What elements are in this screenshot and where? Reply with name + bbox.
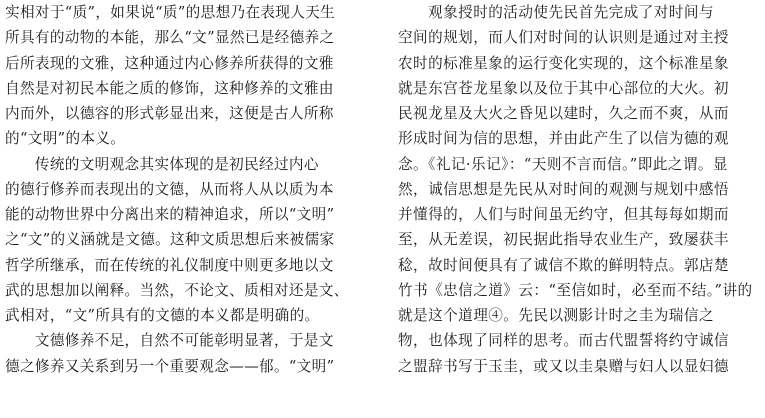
text-line: 念。《礼记·乐记》：“天则不言而信。”即此之谓。显 <box>398 155 728 173</box>
text-line: 实相对于“质”，如果说“质”的思想乃在表现人天生 <box>5 4 336 21</box>
text-line: 能的动物世界中分离出来的精神追求，所以“文明” <box>5 206 335 223</box>
text-line: 就是东宫苍龙星象以及位于其中心部位的大火。初 <box>398 79 729 97</box>
text-line: 稔，故时间便具有了诚信不欺的鲜明特点。郭店楚 <box>398 256 729 274</box>
text-line: 并懂得的，人们与时间虽无约守，但其每每如期而 <box>398 206 729 223</box>
text-line: 空间的规划，而人们对时间的认识则是通过对主授 <box>398 29 729 47</box>
text-line: 就是这个道理④。先民以测影计时之圭为瑞信之 <box>398 307 714 324</box>
text-line: 竹书《忠信之道》云：“至信如时，必至而不结。”讲的 <box>398 281 753 299</box>
text-line: 传统的文明观念其实体现的是初民经过内心 <box>5 155 319 173</box>
text-line: 武相对，“文”所具有的文德的本义都是明确的。 <box>5 307 320 324</box>
text-line: 内而外，以德容的形式彰显出来，这便是古人所称 <box>5 105 334 122</box>
text-line: 民视龙星及大火之昏见以建时，久之而不爽，从而 <box>398 105 729 122</box>
text-line: 德之修养又关系到另一个重要观念——郁。“文明” <box>5 357 335 375</box>
text-line: 的“文明”的本义。 <box>5 130 126 148</box>
text-line: 形成时间为信的思想，并由此产生了以信为德的观 <box>398 130 729 148</box>
text-line: 所具有的动物的本能，那么“文”显然已是经德养之 <box>5 29 335 47</box>
text-line: 至，从无差误，初民据此指导农业生产，致屡获丰 <box>398 231 729 249</box>
text-line: 武的思想加以阐释。当然，不论文、质相对还是文、 <box>5 281 349 299</box>
text-line: 物，也体现了同样的思考。而古代盟誓将约守诚信 <box>398 332 729 350</box>
text-line: 然，诚信思想是先民从对时间的观测与规划中感悟 <box>398 180 729 198</box>
text-line: 之盟辞书写于玉圭，或又以圭臬赠与妇人以显妇德 <box>398 357 729 375</box>
text-line: 农时的标准星象的运行变化实现的，这个标准星象 <box>398 54 729 72</box>
text-line: 哲学所继承，而在传统的礼仪制度中则更多地以文 <box>5 256 334 274</box>
text-line: 后所表现的文雅，这种通过内心修养所获得的文雅 <box>5 54 334 72</box>
right-text-column <box>398 0 760 379</box>
text-line: 之“文”的义涵就是文德。这种文质思想后来被儒家 <box>5 231 335 249</box>
left-text-column <box>5 0 389 379</box>
text-line: 观象授时的活动使先民首先完成了对时间与 <box>398 4 714 21</box>
text-line: 的德行修养而表现出的文德，从而将人从以质为本 <box>5 180 334 198</box>
text-line: 自然是对初民本能之质的修饰，这种修养的文雅由 <box>5 79 334 97</box>
text-line: 文德修养不足，自然不可能彰明显著，于是文 <box>5 332 334 350</box>
